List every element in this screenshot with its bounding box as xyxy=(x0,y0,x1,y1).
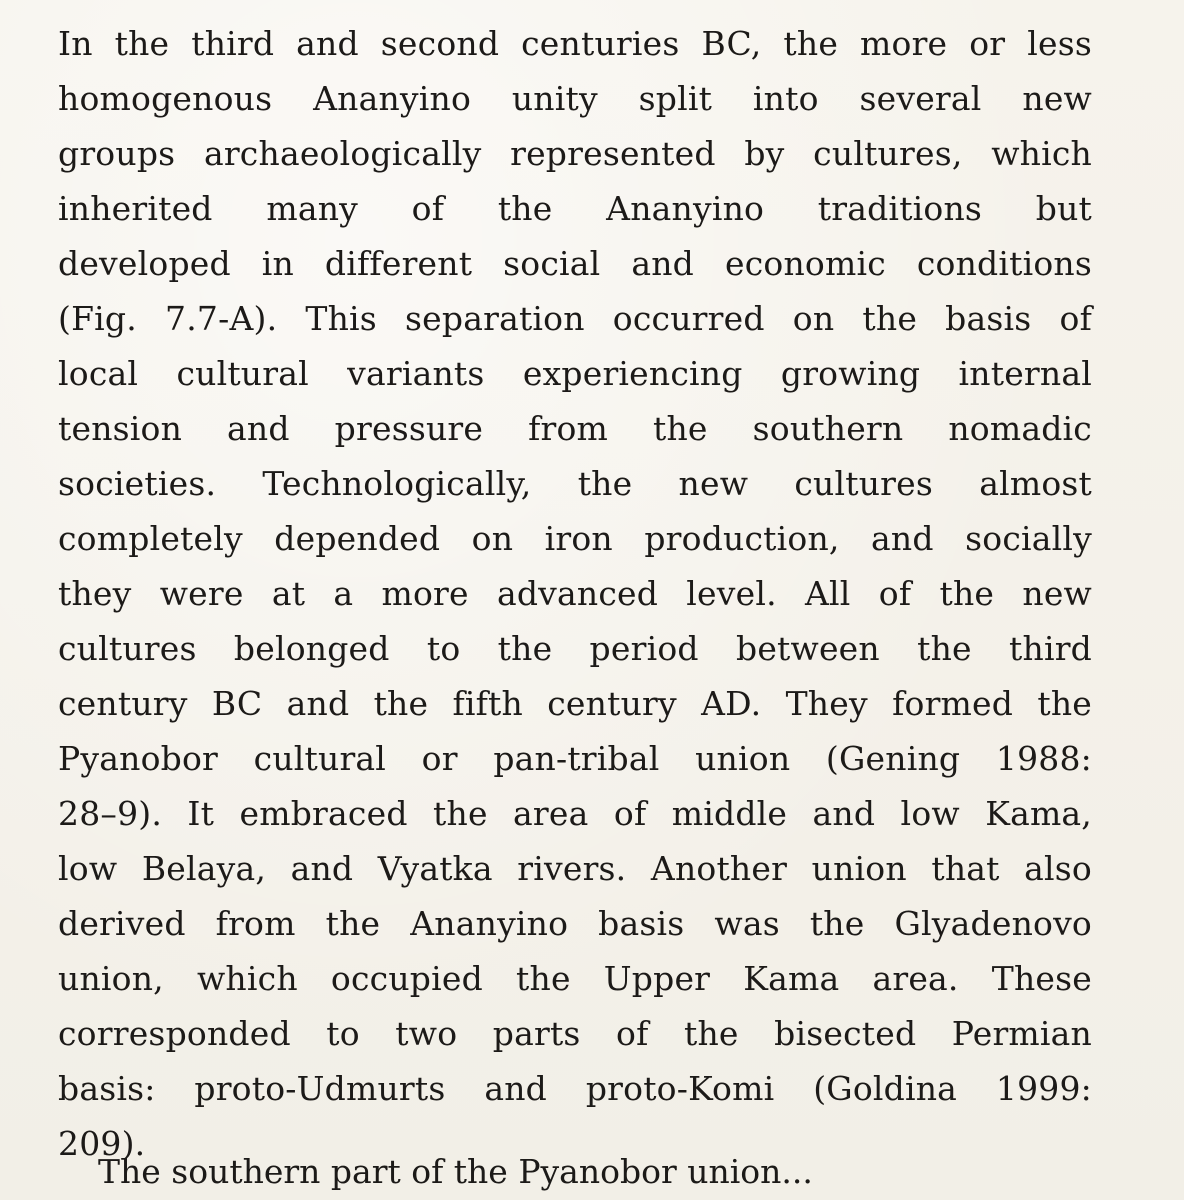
text-line-21: 209). xyxy=(58,1124,146,1163)
next-paragraph-text: The southern part of the Pyanobor union... xyxy=(98,1152,813,1191)
text-line-6: (Fig. 7.7-A). This separation occurred on the basis of xyxy=(58,299,1092,338)
text-line-8: tension and pressure from the southern nomadic xyxy=(58,409,1092,448)
text-line-9: societies. Technologically, the new cultures almost xyxy=(58,464,1092,503)
text-line-4: inherited many of the Ananyino traditions but xyxy=(58,189,1092,228)
text-line-5: developed in different social and economic conditions xyxy=(58,244,1092,283)
paragraph xyxy=(58,16,1092,1171)
text-line-2: homogenous Ananyino unity split into several new xyxy=(58,79,1092,118)
text-line-20: basis: proto-Udmurts and proto-Komi (Goldina 1999: xyxy=(58,1069,1092,1108)
text-line-3: groups archaeologically represented by cultures, which xyxy=(58,134,1092,173)
text-line-15: 28–9). It embraced the area of middle and low Kama, xyxy=(58,794,1092,833)
text-line-7: local cultural variants experiencing growing internal xyxy=(58,354,1092,393)
text-line-17: derived from the Ananyino basis was the Glyadenovo xyxy=(58,904,1092,943)
text-line-10: completely depended on iron production, and socially xyxy=(58,519,1092,558)
text-line-16: low Belaya, and Vyatka rivers. Another union that also xyxy=(58,849,1092,888)
text-line-13: century BC and the fifth century AD. They formed the xyxy=(58,684,1092,723)
text-line-18: union, which occupied the Upper Kama area. These xyxy=(58,959,1092,998)
text-line-12: cultures belonged to the period between the third xyxy=(58,629,1092,668)
text-line-19: corresponded to two parts of the bisected Permian xyxy=(58,1014,1092,1053)
next-paragraph-cut-off xyxy=(98,1152,1098,1200)
text-line-11: they were at a more advanced level. All of the new xyxy=(58,574,1092,613)
text-line-14: Pyanobor cultural or pan-tribal union (Gening 1988: xyxy=(58,739,1092,778)
text-line-1: In the third and second centuries BC, the more or less xyxy=(58,24,1092,63)
